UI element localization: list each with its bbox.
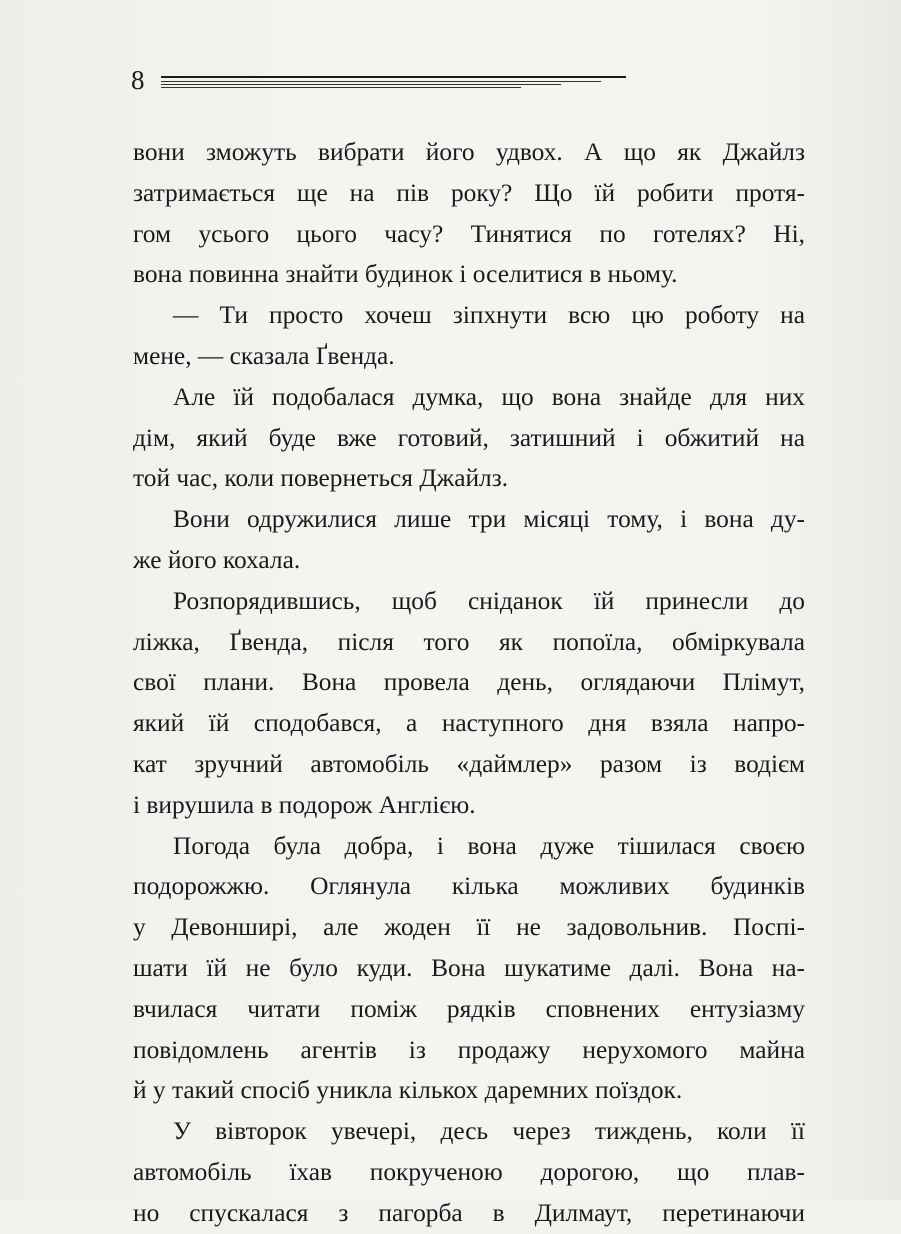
text-line: У вівторок увечері, десь через тиждень, коли її: [173, 1117, 805, 1146]
page-number: 8: [131, 65, 145, 95]
header-rule-thin: [161, 81, 601, 82]
text-line: же його кохала.: [133, 545, 301, 574]
text-line: Погода була добра, і вона дуже тішилася своєю: [173, 831, 805, 860]
running-header: [131, 62, 511, 102]
header-rule-thin: [161, 87, 521, 88]
text-line: вони зможуть вибрати його удвох. А що як Джайлз: [133, 138, 805, 166]
text-line: який їй сподобався, а наступного дня взяла напро-: [133, 709, 805, 738]
text-line: той час, коли повернеться Джайлз.: [133, 464, 509, 493]
body-text: [133, 132, 805, 1234]
text-line: вона повинна знайти будинок і оселитися в ньому.: [133, 260, 678, 289]
text-line: гом усього цього часу? Тинятися по готелях? Ні,: [133, 219, 805, 248]
text-line: но спускалася з пагорба в Дилмаут, перетинаючи: [133, 1198, 805, 1227]
text-line: — Ти просто хочеш зіпхнути всю цю роботу на: [173, 301, 805, 330]
text-line: затримається ще на пів року? Що їй робити протя-: [133, 178, 805, 207]
text-line: автомобіль їхав покрученою дорогою, що плав-: [133, 1157, 805, 1186]
text-line: у Девонширі, але жоден її не задовольнив. Поспі-: [133, 913, 805, 942]
text-line: й у такий спосіб уникла кількох даремних поїздок.: [133, 1076, 683, 1105]
text-line: і вирушила в подорож Англією.: [133, 790, 476, 819]
header-rule-thin: [161, 84, 561, 85]
text-line: Вони одружилися лише три місяці тому, і вона ду-: [173, 505, 805, 534]
text-line: вчилася читати поміж рядків сповнених ентузіазму: [133, 994, 805, 1023]
text-line: свої плани. Вона провела день, оглядаючи Плімут,: [133, 668, 805, 697]
text-line: мене, — сказала Ґвенда.: [133, 341, 395, 370]
text-line: повідомлень агентів із продажу нерухомого майна: [133, 1035, 805, 1064]
text-line: подорожжю. Оглянула кілька можливих будинків: [133, 872, 805, 901]
text-line: дім, який буде вже готовий, затишний і обжитий на: [133, 423, 805, 452]
text-line: Але їй подобалася думка, що вона знайде для них: [173, 382, 805, 411]
text-line: ліжка, Ґвенда, після того як попоїла, обміркувала: [133, 627, 805, 656]
header-rule: [161, 76, 626, 78]
text-line: кат зручний автомобіль «даймлер» разом із водієм: [133, 749, 805, 778]
text-line: Розпорядившись, щоб сніданок їй принесли до: [173, 586, 805, 615]
text-line: шати їй не було куди. Вона шукатиме далі. Вона на-: [133, 953, 805, 982]
